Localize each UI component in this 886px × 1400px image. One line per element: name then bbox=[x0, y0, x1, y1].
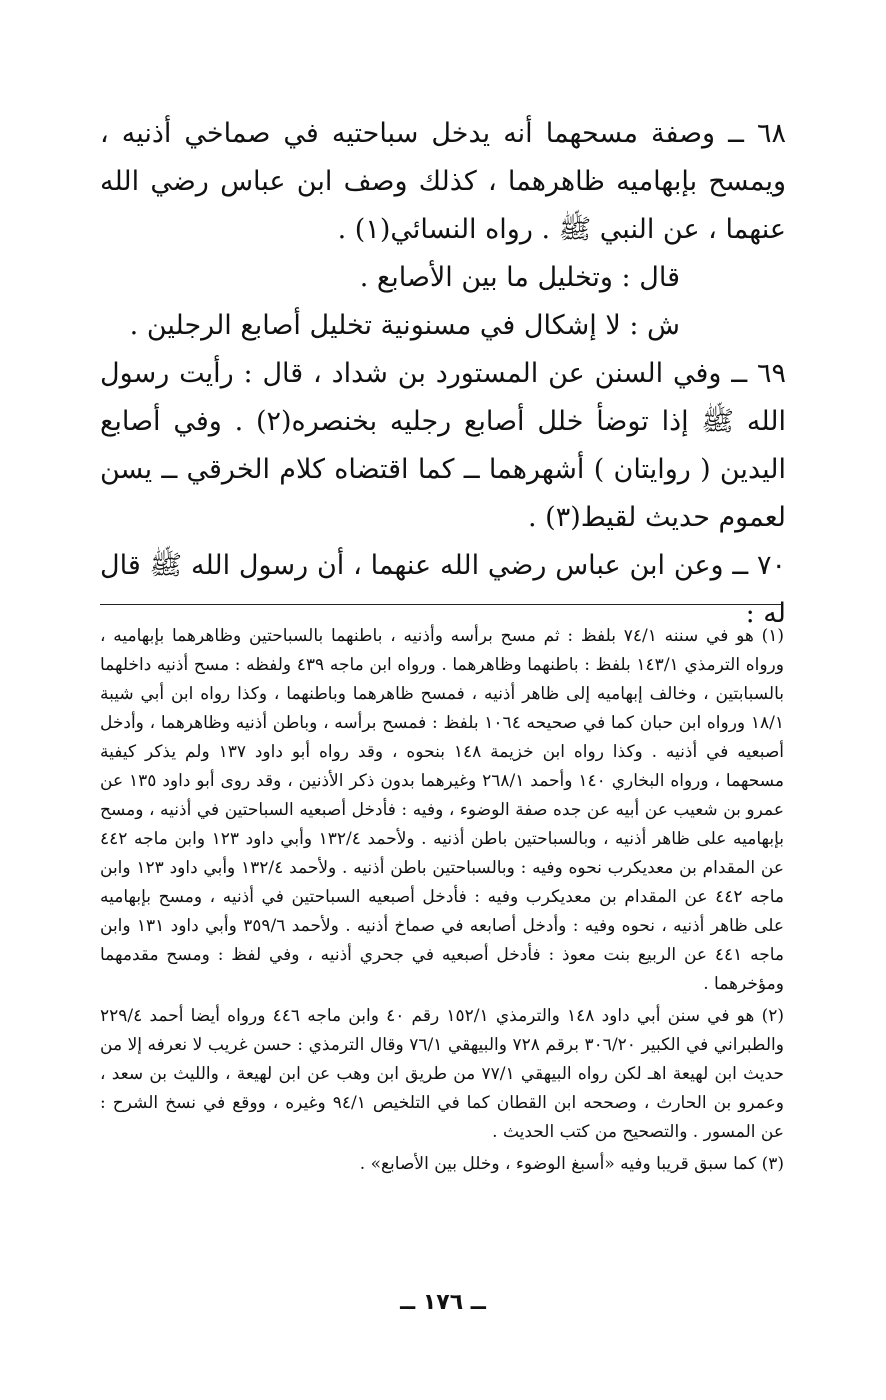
paragraph-69: ٦٩ ــ وفي السنن عن المستورد بن شداد ، قال : رأيت رسول الله ﷺ إذا توضأ خلل أصابع رجليه بخنصره(٢) . وفي أصابع اليدين ( روايتان ) أشهرهما ــ كما اقتضاه كلام الخرقي ــ يسن لعموم حديث لقيط(٣) . bbox=[100, 358, 786, 533]
paragraph-68: ٦٨ ــ وصفة مسحهما أنه يدخل سباحتيه في صماخي أذنيه ، ويمسح بإبهاميه ظاهرهما ، كذلك وصف ابن عباس رضي الله عنهما ، عن النبي ﷺ . رواه النسائي(١) . bbox=[100, 118, 786, 245]
paragraph-sharh: ش : لا إشكال في مسنونية تخليل أصابع الرجلين . bbox=[129, 310, 680, 341]
page-number: ــ ١٧٦ ــ bbox=[400, 1290, 486, 1315]
footnote-3: (٣) كما سبق قريبا وفيه «أسبغ الوضوء ، وخلل بين الأصابع» . bbox=[359, 1154, 784, 1174]
footnote-2: (٢) هو في سنن أبي داود ١٤٨ والترمذي ١٥٢/١ رقم ٤٠ وابن ماجه ٤٤٦ ورواه أيضا أحمد ٢٢٩/٤ والطبراني في الكبير ٣٠٦/٢٠ برقم ٧٢٨ والبيهقي ٧٦/١ وقال الترمذي : حسن غريب لا نعرفه إلا من حديث ابن لهيعة اهـ لكن رواه البيهقي ٧٧/١ من طريق ابن وهب عن ابن لهيعة ، والليث بن سعد ، وعمرو بن الحارث ، وصححه ابن القطان كما في التلخيص ٩٤/١ وغيره ، ووقع في نسخ الشرح : عن المسور . والتصحيح من كتب الحديث . bbox=[100, 1006, 784, 1142]
paragraph-qala: قال : وتخليل ما بين الأصابع . bbox=[359, 262, 680, 293]
footnotes bbox=[100, 622, 784, 1182]
footnote-divider bbox=[100, 604, 782, 605]
footnote-1: (١) هو في سننه ٧٤/١ بلفظ : ثم مسح برأسه وأذنيه ، باطنهما بالسباحتين وظاهرهما بإبهاميه ، ورواه الترمذي ١٤٣/١ بلفظ : باطنهما وظاهرهما . ورواه ابن ماجه ٤٣٩ ولفظه : مسح أذنيه داخلهما بالسبابتين ، وخالف إبهاميه إلى ظاهر أذنيه ، فمسح ظاهرهما وباطنهما ، وكذا رواه ابن أبي شيبة ١٨/١ ورواه ابن حبان كما في صحيحه ١٠٦٤ بلفظ : فمسح برأسه ، وباطن أذنيه وظاهرهما ، وأدخل أصبعيه في أذنيه . وكذا رواه ابن خزيمة ١٤٨ بنحوه ، وقد رواه أبو داود ١٣٧ ولم يذكر كيفية مسحهما ، ورواه البخاري ١٤٠ وأحمد ٢٦٨/١ وغيرهما بدون ذكر الأذنين ، وقد روى أبو داود ١٣٥ عن عمرو بن شعيب عن أبيه عن جده صفة الوضوء ، وفيه : فأدخل أصبعيه السباحتين في أذنيه ، ومسح بإبهاميه على ظاهر أذنيه ، وبالسباحتين باطن أذنيه . ولأحمد ١٣٢/٤ وأبي داود ١٢٣ وابن ماجه ٤٤٢ عن المقدام بن معديكرب نحوه وفيه : وبالسباحتين باطن أذنيه . ولأحمد ١٣٢/٤ وأبي داود ١٢٣ وابن ماجه ٤٤٢ عن المقدام بن معديكرب وفيه : فأدخل أصبعيه السباحتين في أذنيه ، ومسح بإبهاميه على ظاهر أذنيه ، نحوه وفيه : وأدخل أصابعه في صماخ أذنيه . ولأحمد ٣٥٩/٦ وأبي داود ١٣١ وابن ماجه ٤٤١ عن الربيع بنت معوذ : فأدخل أصبعيه في جحري أذنيه ، وفي لفظ : ومسح مقدمهما ومؤخرهما . bbox=[100, 626, 785, 994]
main-text bbox=[100, 110, 786, 638]
paragraph-70: ٧٠ ــ وعن ابن عباس رضي الله عنهما ، أن رسول الله ﷺ قال له : bbox=[100, 550, 786, 629]
